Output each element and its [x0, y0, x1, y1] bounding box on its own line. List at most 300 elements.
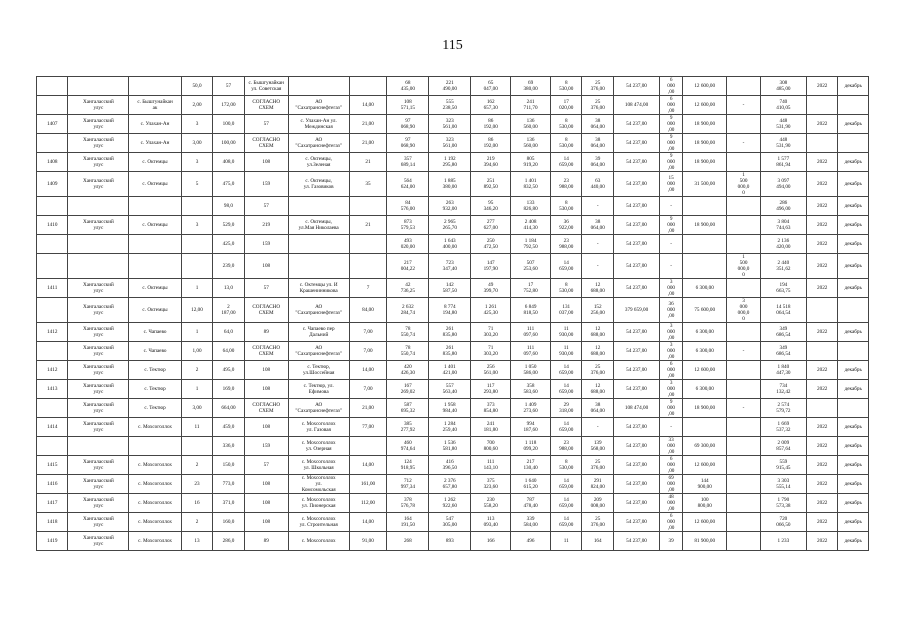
cell-row-number — [37, 77, 68, 96]
cell-cost-f: 25 376,00 — [582, 361, 613, 380]
cell-year: 2022 — [806, 197, 837, 216]
cell-month: декабрь — [838, 494, 869, 513]
cell-cost-i: 18 900,00 — [683, 399, 727, 418]
cell-cost-b: 8 774 194,80 — [429, 298, 471, 323]
cell-cost-j — [727, 216, 761, 235]
cell-cost-g: 54 237,00 — [613, 437, 659, 456]
cell-cost-h: - — [660, 254, 683, 279]
cell-cost-e: 8 530,00 — [551, 77, 582, 96]
cell-cost-f: 25 376,00 — [582, 456, 613, 475]
cell-row-number — [37, 96, 68, 115]
cell-cost-j — [727, 115, 761, 134]
cell-count: 1 — [181, 380, 212, 399]
cell-year — [806, 399, 837, 418]
cell-district: Хангаласский улус — [68, 115, 129, 134]
cell-diameter: 57 — [244, 279, 288, 298]
table-row — [37, 437, 869, 456]
cell-cost-i: 12 600,00 — [683, 513, 727, 532]
table-row — [37, 494, 869, 513]
cell-cost-g: 54 237,00 — [613, 216, 659, 235]
cell-cost-j: - — [727, 342, 761, 361]
cell-total: 14 518 064,54 — [760, 298, 806, 323]
cell-cost-h: 6 000 ,00 — [660, 96, 683, 115]
cell-cost-i: 18 900,00 — [683, 216, 727, 235]
cell-address: с. Октемцы, ул.Зеленая — [288, 153, 349, 172]
cell-total: 349 686,54 — [760, 342, 806, 361]
cell-row-number: 1412 — [37, 323, 68, 342]
cell-cost-d: 17 752,80 — [511, 279, 551, 298]
cell-cost-a: 42 736,25 — [387, 279, 429, 298]
cell-district: Хангаласский улус — [68, 399, 129, 418]
cell-cost-g: 54 237,00 — [613, 361, 659, 380]
cell-cost-a: 420 426,30 — [387, 361, 429, 380]
cell-year — [806, 342, 837, 361]
cell-cost-a: 68 435,00 — [387, 77, 429, 96]
cell-diameter: 159 — [244, 437, 288, 456]
cell-settlement: с. Тектюр — [129, 380, 181, 399]
cell-cost-c: 117 293,80 — [471, 380, 511, 399]
cell-diameter: 108 — [244, 418, 288, 437]
cell-cost-e: 14 659,00 — [551, 494, 582, 513]
cell-settlement: с. Тектюр — [129, 361, 181, 380]
cell-count: 12,00 — [181, 298, 212, 323]
cell-diameter: СОГЛАСНО СХЕМ — [244, 342, 288, 361]
cell-count: 3 — [181, 153, 212, 172]
cell-cost-g: 54 237,00 — [613, 197, 659, 216]
cell-settlement — [129, 254, 181, 279]
cell-total: 194 663,75 — [760, 279, 806, 298]
cell-cost-j — [727, 456, 761, 475]
cell-cost-a: 385 277,92 — [387, 418, 429, 437]
cell-value: 14,00 — [349, 456, 387, 475]
cell-cost-h: - — [660, 418, 683, 437]
cell-cost-j — [727, 279, 761, 298]
cell-cost-h: - — [660, 235, 683, 254]
cell-value: 77,00 — [349, 418, 387, 437]
cell-total: 349 686,54 — [760, 323, 806, 342]
cell-length: 57 — [213, 77, 244, 96]
table-row — [37, 475, 869, 494]
cell-length: 64,00 — [213, 342, 244, 361]
cell-cost-c: 86 192,00 — [471, 134, 511, 153]
cell-cost-d: 2 408 414,30 — [511, 216, 551, 235]
cell-cost-h: 3 000 ,00 — [660, 323, 683, 342]
cell-total: 448 531,90 — [760, 134, 806, 153]
cell-settlement: с. Чапаево — [129, 323, 181, 342]
cell-diameter: 57 — [244, 115, 288, 134]
cell-count: 13 — [181, 532, 212, 551]
cell-settlement — [129, 235, 181, 254]
table-row — [37, 323, 869, 342]
cell-cost-f: 39 064,00 — [582, 153, 613, 172]
cell-address: АО "Сахатранснефтегаз" — [288, 298, 349, 323]
cell-count — [181, 197, 212, 216]
cell-district: Хангаласский улус — [68, 342, 129, 361]
cell-cost-b: 555 238,50 — [429, 96, 471, 115]
cell-value: 14,00 — [349, 513, 387, 532]
cell-cost-f: 12 688,00 — [582, 342, 613, 361]
cell-year: 2022 — [806, 279, 837, 298]
cell-length: 172,00 — [213, 96, 244, 115]
table-row — [37, 513, 869, 532]
table-row — [37, 380, 869, 399]
cell-value: 7,00 — [349, 380, 387, 399]
cell-month — [838, 298, 869, 323]
cell-cost-e: 11 930,00 — [551, 323, 582, 342]
cell-cost-i: 69 300,00 — [683, 437, 727, 456]
cell-cost-j — [727, 361, 761, 380]
cell-diameter: с. Бышгунайкан ул. Советская — [244, 77, 288, 96]
cell-count: 3,00 — [181, 134, 212, 153]
cell-cost-f: 12 688,00 — [582, 380, 613, 399]
cell-cost-a: 97 068,90 — [387, 134, 429, 153]
cell-row-number: 1407 — [37, 115, 68, 134]
cell-cost-a: 564 624,00 — [387, 172, 429, 197]
table-row — [37, 361, 869, 380]
cell-cost-c: 49 399,70 — [471, 279, 511, 298]
cell-cost-g: 54 237,00 — [613, 77, 659, 96]
cell-row-number — [37, 437, 68, 456]
cell-month — [838, 399, 869, 418]
cell-total: 2 440 351,62 — [760, 254, 806, 279]
cell-cost-e: 14 659,00 — [551, 513, 582, 532]
cell-value: 21 — [349, 216, 387, 235]
cell-cost-c: 1 261 425,30 — [471, 298, 511, 323]
cell-value — [349, 235, 387, 254]
cell-settlement: с. Мохсоголлох — [129, 418, 181, 437]
cell-cost-e: 29 318,00 — [551, 399, 582, 418]
cell-settlement: с. Мохсоголлох — [129, 513, 181, 532]
cell-cost-e: 8 530,00 — [551, 279, 582, 298]
cell-count: 23 — [181, 475, 212, 494]
cell-cost-e: 11 — [551, 532, 582, 551]
cell-cost-j — [727, 437, 761, 456]
cell-length: 529,0 — [213, 216, 244, 235]
cell-cost-i: 12 600,00 — [683, 77, 727, 96]
table-row — [37, 342, 869, 361]
cell-cost-b: 323 561,00 — [429, 115, 471, 134]
cell-cost-i — [683, 254, 727, 279]
cell-cost-i: 12 600,00 — [683, 456, 727, 475]
cell-cost-b: 261 835,80 — [429, 342, 471, 361]
cell-cost-b: 723 347,40 — [429, 254, 471, 279]
cell-year: 2022 — [806, 513, 837, 532]
cell-district: Хангаласский улус — [68, 475, 129, 494]
cell-cost-b: 1 958 984,40 — [429, 399, 471, 418]
cell-cost-d: 111 097,60 — [511, 323, 551, 342]
cell-row-number: 1415 — [37, 456, 68, 475]
cell-value: 21,00 — [349, 115, 387, 134]
cell-district: Хангаласский улус — [68, 279, 129, 298]
cell-cost-e: 14 659,00 — [551, 380, 582, 399]
cell-cost-c: 700 800,60 — [471, 437, 511, 456]
cell-row-number — [37, 235, 68, 254]
cell-length: 100,00 — [213, 134, 244, 153]
cell-length: 336,0 — [213, 437, 244, 456]
cell-cost-g: 108 474,00 — [613, 399, 659, 418]
cell-settlement: с. Мохсоголлох — [129, 532, 181, 551]
cell-cost-j — [727, 513, 761, 532]
cell-row-number: 1410 — [37, 216, 68, 235]
cell-count — [181, 235, 212, 254]
cell-settlement — [129, 77, 181, 96]
cell-length: 425,0 — [213, 235, 244, 254]
cell-district — [68, 77, 129, 96]
cell-district: Хангаласский улус — [68, 96, 129, 115]
cell-cost-a: 84 576,00 — [387, 197, 429, 216]
cell-settlement — [129, 197, 181, 216]
cell-cost-e: 17 020,00 — [551, 96, 582, 115]
pipeline-table-sheet — [36, 76, 869, 551]
cell-address: с. Тектюр, ул.Шоссейная — [288, 361, 349, 380]
cell-month: декабрь — [838, 456, 869, 475]
cell-cost-b: 2 965 265,70 — [429, 216, 471, 235]
cell-month: декабрь — [838, 323, 869, 342]
cell-settlement: с. Чапаево — [129, 342, 181, 361]
cell-cost-h: 3 000 ,00 — [660, 279, 683, 298]
table-row — [37, 172, 869, 197]
cell-count: 1 — [181, 323, 212, 342]
cell-cost-j: - — [727, 399, 761, 418]
cell-cost-c: 166 — [471, 532, 511, 551]
cell-cost-f: 38 064,00 — [582, 216, 613, 235]
cell-cost-f: 25 376,00 — [582, 77, 613, 96]
cell-total: 1 577 861,94 — [760, 153, 806, 172]
cell-settlement: с. Октемцы — [129, 153, 181, 172]
cell-cost-e: 8 530,00 — [551, 456, 582, 475]
cell-value — [349, 77, 387, 96]
cell-cost-e: 14 659,00 — [551, 475, 582, 494]
cell-cost-h: 36 000 ,00 — [660, 298, 683, 323]
cell-value — [349, 254, 387, 279]
cell-cost-c: 113 093,40 — [471, 513, 511, 532]
cell-length: 169,0 — [213, 380, 244, 399]
cell-cost-c: 375 323,60 — [471, 475, 511, 494]
cell-cost-i: 12 600,00 — [683, 96, 727, 115]
cell-year: 2022 — [806, 172, 837, 197]
cell-cost-c: 95 346,20 — [471, 197, 511, 216]
cell-value: 21,00 — [349, 134, 387, 153]
cell-cost-h: 69 000 ,00 — [660, 475, 683, 494]
cell-cost-h: 6 000 ,00 — [660, 77, 683, 96]
cell-address: с. Мохсоголлох ул. Школьная — [288, 456, 349, 475]
cell-year: 2022 — [806, 235, 837, 254]
cell-cost-d: 1 118 099,20 — [511, 437, 551, 456]
cell-diameter: СОГЛАСНО СХЕМ — [244, 96, 288, 115]
cell-length: 664,00 — [213, 399, 244, 418]
cell-diameter: 108 — [244, 494, 288, 513]
cell-address: АО "Сахатранснефтегаз" — [288, 342, 349, 361]
cell-month: декабрь — [838, 279, 869, 298]
cell-cost-f: - — [582, 197, 613, 216]
cell-cost-a: 357 689,14 — [387, 153, 429, 172]
cell-year: 2022 — [806, 77, 837, 96]
cell-total: 3 097 494,00 — [760, 172, 806, 197]
cell-district: Хангаласский улус — [68, 153, 129, 172]
cell-cost-f: 139 568,00 — [582, 437, 613, 456]
cell-cost-i: 6 300,00 — [683, 323, 727, 342]
table-row — [37, 197, 869, 216]
cell-cost-h: 6 000 ,00 — [660, 513, 683, 532]
cell-diameter: 89 — [244, 532, 288, 551]
cell-cost-h: 48 000 ,00 — [660, 494, 683, 513]
cell-settlement — [129, 437, 181, 456]
cell-district: Хангаласский улус — [68, 298, 129, 323]
cell-cost-g: 54 237,00 — [613, 342, 659, 361]
cell-address: с. Октемцы, ул.Мая Николаева — [288, 216, 349, 235]
cell-cost-b: 1 401 421,00 — [429, 361, 471, 380]
cell-cost-b: 1 885 380,00 — [429, 172, 471, 197]
cell-diameter: 108 — [244, 380, 288, 399]
cell-district: Хангаласский улус — [68, 456, 129, 475]
cell-cost-g: 54 237,00 — [613, 115, 659, 134]
cell-value: 112,00 — [349, 494, 387, 513]
cell-row-number: 1413 — [37, 380, 68, 399]
cell-cost-g: 379 659,00 — [613, 298, 659, 323]
cell-count — [181, 437, 212, 456]
cell-total: 1 790 573,38 — [760, 494, 806, 513]
cell-length: 150,0 — [213, 456, 244, 475]
cell-address: с. Мохсоголлох — [288, 532, 349, 551]
cell-year: 2022 — [806, 532, 837, 551]
cell-cost-j — [727, 323, 761, 342]
cell-settlement: с. Тектюр — [129, 399, 181, 418]
cell-count: 3,00 — [181, 399, 212, 418]
cell-count — [181, 254, 212, 279]
cell-month: декабрь — [838, 153, 869, 172]
cell-address — [288, 254, 349, 279]
cell-cost-i: 100 800,00 — [683, 494, 727, 513]
cell-value — [349, 437, 387, 456]
cell-length: 773,0 — [213, 475, 244, 494]
cell-cost-f: - — [582, 418, 613, 437]
cell-total: 3 804 744,63 — [760, 216, 806, 235]
cell-district: Хангаласский улус — [68, 134, 129, 153]
cell-diameter: 219 — [244, 216, 288, 235]
cell-length: 64,0 — [213, 323, 244, 342]
cell-cost-e: 23 988,00 — [551, 235, 582, 254]
cell-diameter: 57 — [244, 197, 288, 216]
cell-district: Хангаласский улус — [68, 418, 129, 437]
cell-settlement: с. Мохсоголлох — [129, 475, 181, 494]
table-row — [37, 532, 869, 551]
cell-address: с. Мохсоголлох ул. Строительная — [288, 513, 349, 532]
cell-length: 495,0 — [213, 361, 244, 380]
cell-cost-f: - — [582, 254, 613, 279]
cell-cost-g: 54 237,00 — [613, 172, 659, 197]
cell-cost-a: 587 695,32 — [387, 399, 429, 418]
cell-cost-b: 416 396,50 — [429, 456, 471, 475]
cell-value — [349, 197, 387, 216]
cell-count: 3 — [181, 115, 212, 134]
cell-cost-c: 71 303,20 — [471, 342, 511, 361]
table-row — [37, 216, 869, 235]
cell-length: 160,0 — [213, 513, 244, 532]
cell-diameter: 159 — [244, 172, 288, 197]
cell-cost-e: 36 922,00 — [551, 216, 582, 235]
cell-count: 1,00 — [181, 342, 212, 361]
cell-cost-e: 14 659,00 — [551, 361, 582, 380]
cell-year — [806, 96, 837, 115]
cell-month: декабрь — [838, 380, 869, 399]
cell-cost-e: 14 659,00 — [551, 254, 582, 279]
cell-year: 2022 — [806, 418, 837, 437]
cell-cost-i: 6 300,00 — [683, 342, 727, 361]
cell-cost-c: 241 181,80 — [471, 418, 511, 437]
cell-cost-d: 1 640 615,20 — [511, 475, 551, 494]
cell-cost-b: 557 563,40 — [429, 380, 471, 399]
cell-cost-c: 250 472,50 — [471, 235, 511, 254]
cell-cost-d: 136 560,00 — [511, 115, 551, 134]
cell-cost-b: 323 561,00 — [429, 134, 471, 153]
cell-cost-c: 373 854,80 — [471, 399, 511, 418]
cell-settlement: с. Улахан-Ан — [129, 115, 181, 134]
cell-cost-c: 65 047,00 — [471, 77, 511, 96]
cell-year: 2022 — [806, 254, 837, 279]
cell-cost-a: 124 918,95 — [387, 456, 429, 475]
cell-year: 2022 — [806, 456, 837, 475]
cell-cost-j: 1 500 000,0 0 — [727, 254, 761, 279]
cell-diameter: 108 — [244, 475, 288, 494]
cell-total: 308 485,00 — [760, 77, 806, 96]
table-row — [37, 96, 869, 115]
cell-length: 286,0 — [213, 532, 244, 551]
cell-count: 16 — [181, 494, 212, 513]
cell-row-number — [37, 254, 68, 279]
cell-settlement: с. Октемцы — [129, 172, 181, 197]
cell-cost-c: 111 143,10 — [471, 456, 511, 475]
cell-cost-a: 2 632 284,74 — [387, 298, 429, 323]
cell-month: декабрь — [838, 532, 869, 551]
cell-cost-h: 15 000 ,00 — [660, 172, 683, 197]
cell-cost-i: 18 900,00 — [683, 115, 727, 134]
cell-row-number: 1418 — [37, 513, 68, 532]
cell-count: 5 — [181, 172, 212, 197]
cell-cost-b: 1 262 922,60 — [429, 494, 471, 513]
cell-cost-h: 9 000 ,00 — [660, 134, 683, 153]
cell-row-number — [37, 197, 68, 216]
cell-year: 2022 — [806, 475, 837, 494]
cell-row-number: 1412 — [37, 361, 68, 380]
cell-row-number: 1417 — [37, 494, 68, 513]
cell-cost-b: 547 305,00 — [429, 513, 471, 532]
cell-cost-e: 131 037,00 — [551, 298, 582, 323]
cell-cost-g: 54 237,00 — [613, 134, 659, 153]
cell-cost-f: 25 376,00 — [582, 96, 613, 115]
cell-address: с. Октемцы ул. И Крашенинникова — [288, 279, 349, 298]
cell-total: 286 496,00 — [760, 197, 806, 216]
cell-address — [288, 235, 349, 254]
cell-diameter: 108 — [244, 513, 288, 532]
cell-month: декабрь — [838, 361, 869, 380]
cell-total: 3 303 555,14 — [760, 475, 806, 494]
cell-total: 559 915,45 — [760, 456, 806, 475]
cell-cost-d: 217 130,40 — [511, 456, 551, 475]
cell-value: 7 — [349, 279, 387, 298]
cell-cost-e: 14 659,00 — [551, 153, 582, 172]
cell-length: 459,0 — [213, 418, 244, 437]
cell-cost-h: 9 000 ,00 — [660, 399, 683, 418]
cell-district: Хангаласский улус — [68, 494, 129, 513]
cell-cost-e: 23 988,00 — [551, 437, 582, 456]
cell-cost-g: 108 474,00 — [613, 96, 659, 115]
cell-value: 84,00 — [349, 298, 387, 323]
cell-total: 734 132,42 — [760, 380, 806, 399]
cell-district: Хангаласский улус — [68, 216, 129, 235]
cell-row-number: 1408 — [37, 153, 68, 172]
cell-cost-b: 2 376 657,80 — [429, 475, 471, 494]
cell-month: декабрь — [838, 77, 869, 96]
